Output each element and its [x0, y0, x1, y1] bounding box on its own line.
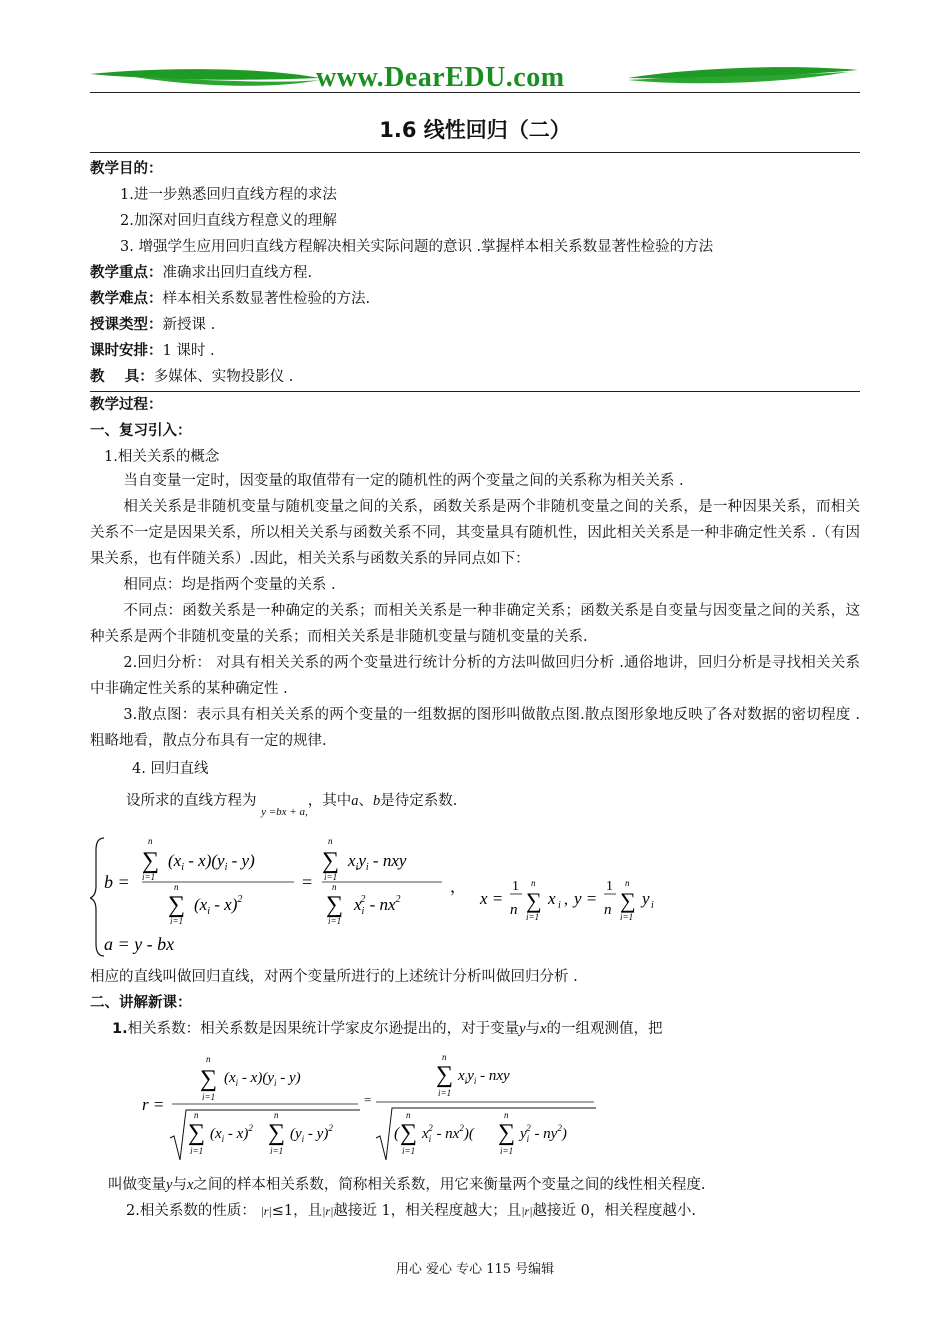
def-text: 叫做变量 [108, 1177, 166, 1193]
var-x: x [540, 1021, 547, 1037]
svg-text:(yi - y)2: $(y_i - y)^2$ [290, 1123, 333, 1144]
objective-item: 3. 增强学生应用回归直线方程解决相关实际问题的意识 .掌握样本相关系数显著性检验的方法 [120, 239, 714, 255]
paragraph-regression-analysis: 2.回归分析： 对具有相关关系的两个变量进行统计分析的方法叫做回归分析 .通俗地讲，回归分析是寻找相关关系中非确定性关系的某种确定性 . [90, 655, 860, 697]
sum-lower: i=1 [526, 912, 540, 922]
var-y: y [166, 1177, 173, 1193]
sum-upper: n [274, 1110, 279, 1120]
sum-symbol: ∑ [322, 848, 340, 874]
intro-text: 相关系数：相关系数是因果统计学家皮尔逊提出的，对于变量 [127, 1021, 520, 1037]
sum-lower: i=1 [142, 872, 156, 882]
n-denom: n [604, 902, 612, 918]
sum-symbol: ∑ [436, 1062, 454, 1088]
prop-text: 2.相关系数的性质： [126, 1203, 256, 1219]
section2-heading: 二、讲解新课： [90, 995, 192, 1011]
meta-label: 课时安排： [90, 343, 163, 359]
a-equation: a = y - bx [104, 934, 175, 954]
meta-class-type [90, 314, 215, 336]
coef-b: b [372, 793, 381, 809]
least-squares-formula [90, 832, 690, 962]
numer-term-2: $x_iy_i$ - nxy [348, 851, 407, 873]
svg-text:xi2 - nx2)(: $x_i2 - nx^2$)( [422, 1123, 474, 1144]
meta-value: 1 课时 . [162, 343, 215, 359]
def-end: 之间的样本相关系数，简称相关系数，用它来衡量两个变量之间的线性相关程度. [193, 1177, 706, 1193]
sum-lower: i=1 [328, 916, 342, 926]
meta-label: 授课类型： [90, 317, 163, 333]
meta-label: 教学难点： [90, 291, 163, 307]
sum-upper: n [332, 882, 337, 892]
meta-schedule [90, 340, 215, 362]
meta-tools [90, 366, 293, 388]
brace-icon [90, 838, 104, 956]
paragraph-difference: 不同点：函数关系是一种确定的关系；而相关关系是一种非确定关系；函数关系是自变量与因变量之间的关系，这种关系是两个非随机变量的关系；而相关关系是非随机变量与随机变量的关系. [90, 603, 860, 645]
process-label: 教学过程： [90, 397, 163, 413]
intro-number: 1. [112, 1021, 128, 1037]
denom-term: $(x_i - x)^2$ [194, 894, 243, 917]
denom-term-2: $x_i2 - nx^2$ [354, 894, 401, 917]
objective-item: 1.进一步熟悉回归直线方程的求法 [120, 187, 337, 203]
meta-value: 新授课 . [162, 317, 216, 333]
prop-text: ≤1，且 [271, 1203, 323, 1219]
svg-text:(xi - x)(yi - y): $(x_i - x)(y_i - y)$ [224, 1070, 301, 1088]
var-y: y [519, 1021, 526, 1037]
sum-symbol: ∑ [168, 892, 186, 918]
svg-text:i: i [651, 900, 654, 911]
sum-symbol: ∑ [400, 1120, 418, 1146]
prop-text: 越接近 0，相关程度越小. [532, 1203, 696, 1219]
sum-upper: n [194, 1110, 199, 1120]
xi-term: x [548, 889, 556, 908]
eq-sep: 、 [358, 793, 373, 809]
intro-end: 的一组观测值，把 [546, 1021, 663, 1037]
paragraph-scatter-plot: 3.散点图：表示具有相关关系的两个变量的一组数据的图形叫做散点图.散点图形象地反映了各对数据的密切程度 .粗略地看，散点分布具有一定的规律. [90, 707, 860, 749]
xbar-lhs: x = [480, 889, 504, 908]
sum-symbol: ∑ [188, 1120, 206, 1146]
sum-symbol: ∑ [498, 1120, 516, 1146]
meta-rule [90, 391, 860, 392]
meta-value: 样本相关系数显著性检验的方法. [162, 291, 371, 307]
svg-text:(: ( [394, 1125, 400, 1142]
coef-a: a [351, 793, 359, 809]
eq-inline: y =bx + a, [261, 806, 308, 818]
correlation-formula [140, 1050, 610, 1168]
sum-lower: i=1 [270, 1146, 284, 1156]
meta-label: 教学重点： [90, 265, 163, 281]
site-banner-text[interactable]: www.DearEDU.com [316, 62, 565, 93]
sum-upper: n [531, 878, 536, 888]
meta-label: 教 具： [90, 369, 154, 385]
correlation-properties [126, 1200, 696, 1222]
meta-key-point [90, 262, 312, 284]
abs-r: |r| [260, 1204, 272, 1218]
sum-upper: n [328, 836, 333, 846]
regression-conclusion: 相应的直线叫做回归直线，对两个变量所进行的上述统计分析叫做回归分析 . [90, 969, 578, 985]
left-swoosh-icon [90, 69, 320, 80]
sum-symbol: ∑ [620, 888, 636, 913]
eq-tail: 是待定系数. [380, 793, 458, 809]
sum-lower: i=1 [500, 1146, 514, 1156]
section1-heading: 一、复习引入： [90, 423, 192, 439]
sum-upper: n [206, 1054, 211, 1064]
title-rule [90, 152, 860, 153]
separator: ， [450, 879, 467, 896]
abs-r: |r| [521, 1204, 533, 1218]
svg-text:i: i [558, 900, 561, 911]
objectives-label: 教学目的： [90, 161, 163, 177]
paragraph-relation: 相关关系是非随机变量与随机变量之间的关系，函数关系是两个非随机变量之间的关系，是一种因果关系，而相关关系不一定是因果关系，所以相关关系与函数关系不同，其变量具有随机性，因此相关关系是一种非确定性关系 .（有因果关系，也有伴随关系）.因此，相关关系与函数关系的异同点如下： [90, 499, 860, 567]
svg-text:xiyi - nxy: $x_iy_i$ - nxy [458, 1068, 510, 1086]
meta-value: 准确求出回归直线方程. [162, 265, 313, 281]
sum-upper: n [174, 882, 179, 892]
sum-symbol: ∑ [526, 888, 542, 913]
sum-upper: n [625, 878, 630, 888]
separator: , [564, 891, 568, 908]
equals-sign: = [302, 872, 313, 892]
sum-symbol: ∑ [200, 1066, 218, 1092]
abs-r: |r| [322, 1204, 334, 1218]
sum-upper: n [406, 1110, 411, 1120]
paragraph-similarity: 相同点：均是指两个变量的关系 . [123, 577, 336, 593]
meta-value: 多媒体、实物投影仪 . [153, 369, 294, 385]
eq-intro: 设所求的直线方程为 [126, 793, 257, 809]
sum-lower: i=1 [190, 1146, 204, 1156]
svg-text:yi2 - ny2): $y_i2 - ny^2$) [520, 1123, 567, 1144]
sum-upper: n [148, 836, 153, 846]
sum-symbol: ∑ [268, 1120, 286, 1146]
paragraph-definition: 当自变量一定时，因变量的取值带有一定的随机性的两个变量之间的关系称为相关关系 . [123, 473, 684, 489]
intro-and: 与 [525, 1021, 541, 1037]
header-rule [90, 92, 860, 93]
sum-lower: i=1 [402, 1146, 416, 1156]
correlation-intro [112, 1018, 662, 1040]
sum-upper: n [442, 1052, 447, 1062]
eq-mid: ，其中 [307, 793, 352, 809]
page-footer: 用心 爱心 专心 115 号编辑 [395, 1262, 555, 1277]
correlation-definition [108, 1174, 705, 1196]
page-title: 1.6 线性回归（二） [379, 118, 571, 142]
sum-lower: i=1 [620, 912, 634, 922]
svg-text:(xi - x)2: $(x_i - x)^2$ [210, 1123, 253, 1144]
sum-lower: i=1 [170, 916, 184, 926]
one: 1 [512, 879, 519, 894]
concept-title: 1.相关关系的概念 [104, 449, 220, 465]
var-x: x [186, 1177, 194, 1193]
regression-line-title: 4. 回归直线 [132, 761, 209, 777]
numer-term: $(x_i - x)(y_i - y)$ [168, 851, 255, 873]
sum-upper: n [504, 1110, 509, 1120]
sum-lower: i=1 [438, 1088, 452, 1098]
def-and: 与 [172, 1177, 187, 1193]
ybar-lhs: y = [574, 889, 598, 908]
n-denom: n [510, 902, 518, 918]
line-equation-sentence [126, 790, 458, 818]
sum-symbol: ∑ [326, 892, 344, 918]
objective-item: 2.加深对回归直线方程意义的理解 [120, 213, 337, 229]
prop-text: 越接近 1，相关程度越大；且 [333, 1203, 522, 1219]
b-lhs: b = [104, 872, 130, 892]
one: 1 [606, 879, 613, 894]
meta-difficulty [90, 288, 370, 310]
sum-lower: i=1 [202, 1092, 216, 1102]
equals-sign: = [364, 1092, 372, 1107]
r-lhs: r = [142, 1095, 165, 1114]
sum-lower: i=1 [324, 872, 338, 882]
yi-term: y [642, 889, 650, 908]
sum-symbol: ∑ [142, 848, 160, 874]
